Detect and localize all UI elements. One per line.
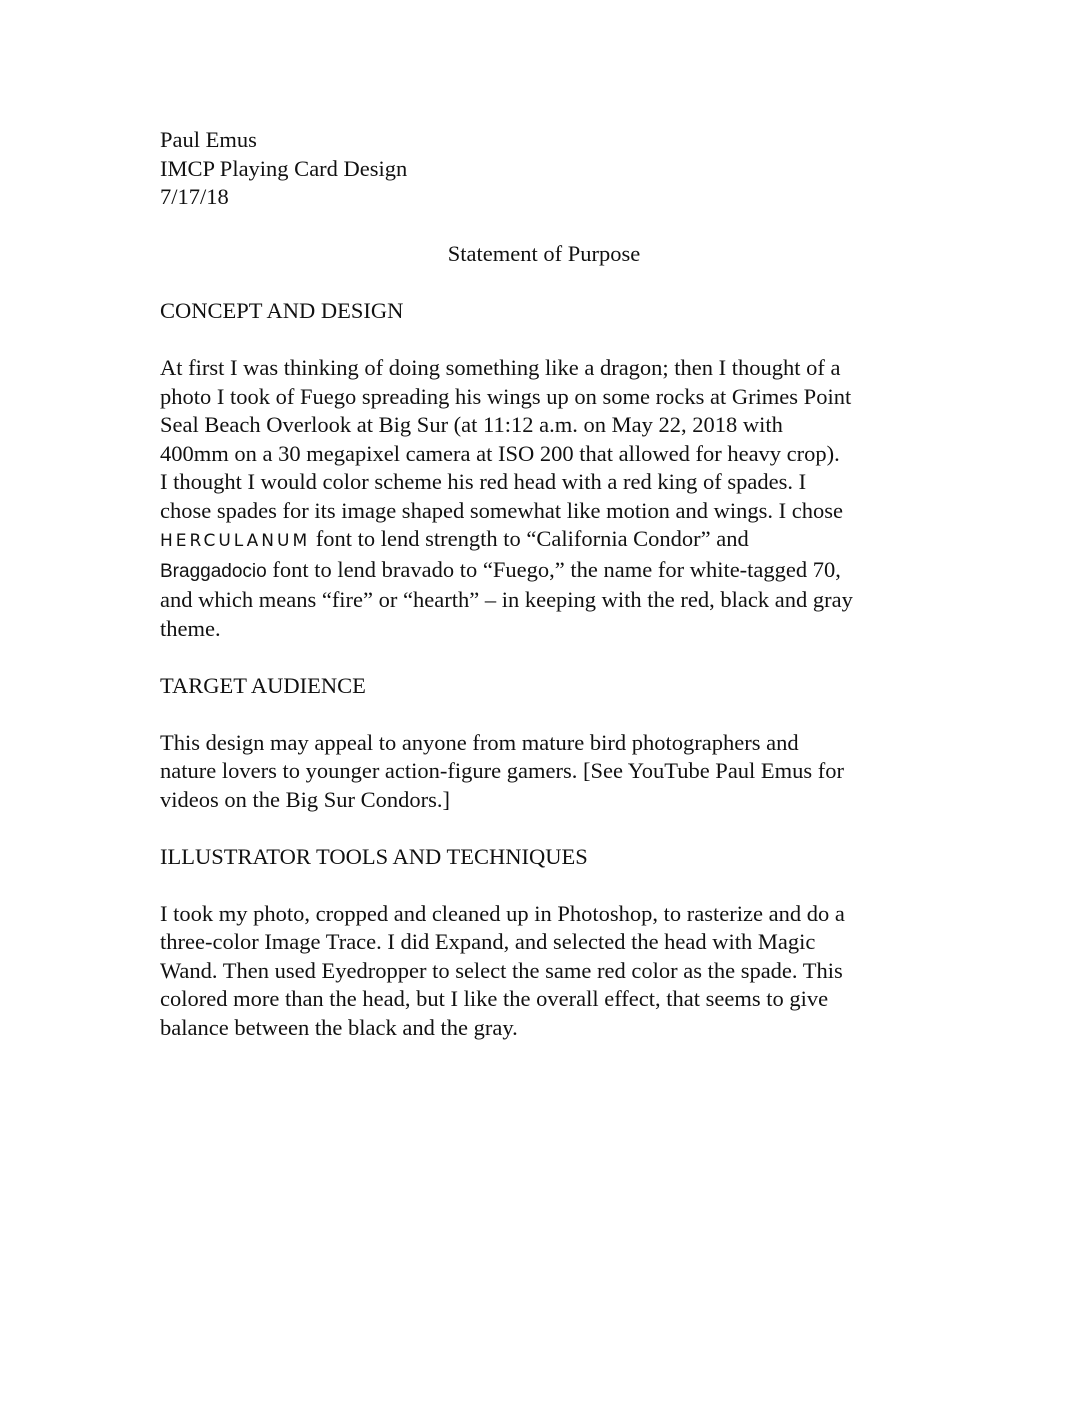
paragraph-text: font to lend strength to “California Condor” and (310, 526, 749, 551)
paragraph-line: I thought I would color scheme his red head with a red king of spades. I (160, 469, 807, 494)
paragraph-line: chose spades for its image shaped somewhat like motion and wings. I chose (160, 497, 843, 523)
paragraph-text: font to lend bravado to “Fuego,” the name for white-tagged 70, (266, 556, 841, 582)
document-body (160, 126, 940, 1042)
document-date: 7/17/18 (160, 184, 229, 209)
concept-paragraph (160, 354, 940, 643)
paragraph-line: colored more than the head, but I like the overall effect, that seems to give (160, 986, 829, 1011)
paragraph-line: photo I took of Fuego spreading his wings up on some rocks at Grimes Point (160, 383, 852, 409)
paragraph-line: I took my photo, cropped and cleaned up in Photoshop, to rasterize and do a (160, 900, 845, 926)
paragraph-line: and which means “fire” or “hearth” – in keeping with the red, black and gray (160, 587, 853, 612)
paragraph-line: three-color Image Trace. I did Expand, and selected the head with Magic (160, 929, 816, 954)
paragraph-line: nature lovers to younger action-figure gamers. [See YouTube Paul Emus for (160, 758, 845, 783)
paragraph-line: videos on the Big Sur Condors.] (160, 786, 450, 812)
paragraph-line: balance between the black and the gray. (160, 1014, 518, 1040)
braggadocio-font-sample: Braggadocio (160, 560, 267, 582)
paragraph-line: 400mm on a 30 megapixel camera at ISO 200 that allowed for heavy crop). (160, 440, 840, 466)
tools-paragraph (160, 900, 940, 1043)
paragraph-line: This design may appeal to anyone from mature bird photographers and (160, 729, 799, 755)
herculanum-font-sample: HERCULANUM (160, 531, 311, 551)
document-title: Statement of Purpose (447, 241, 641, 266)
paragraph-line (160, 525, 940, 556)
course-name: IMCP Playing Card Design (160, 155, 408, 181)
paragraph-line: theme. (160, 615, 221, 641)
paragraph-line: At first I was thinking of doing something like a dragon; then I thought of a (160, 355, 841, 380)
section-heading-concept: CONCEPT AND DESIGN (160, 298, 404, 323)
author-name: Paul Emus (160, 127, 257, 152)
paragraph-line (160, 556, 940, 587)
paragraph-line: Wand. Then used Eyedropper to select the same red color as the spade. This (160, 957, 843, 983)
paragraph-line: Seal Beach Overlook at Big Sur (at 11:12 a.m. on May 22, 2018 with (160, 412, 783, 437)
section-heading-audience: TARGET AUDIENCE (160, 672, 366, 698)
section-heading-tools: ILLUSTRATOR TOOLS AND TECHNIQUES (160, 843, 588, 869)
audience-paragraph (160, 729, 940, 815)
